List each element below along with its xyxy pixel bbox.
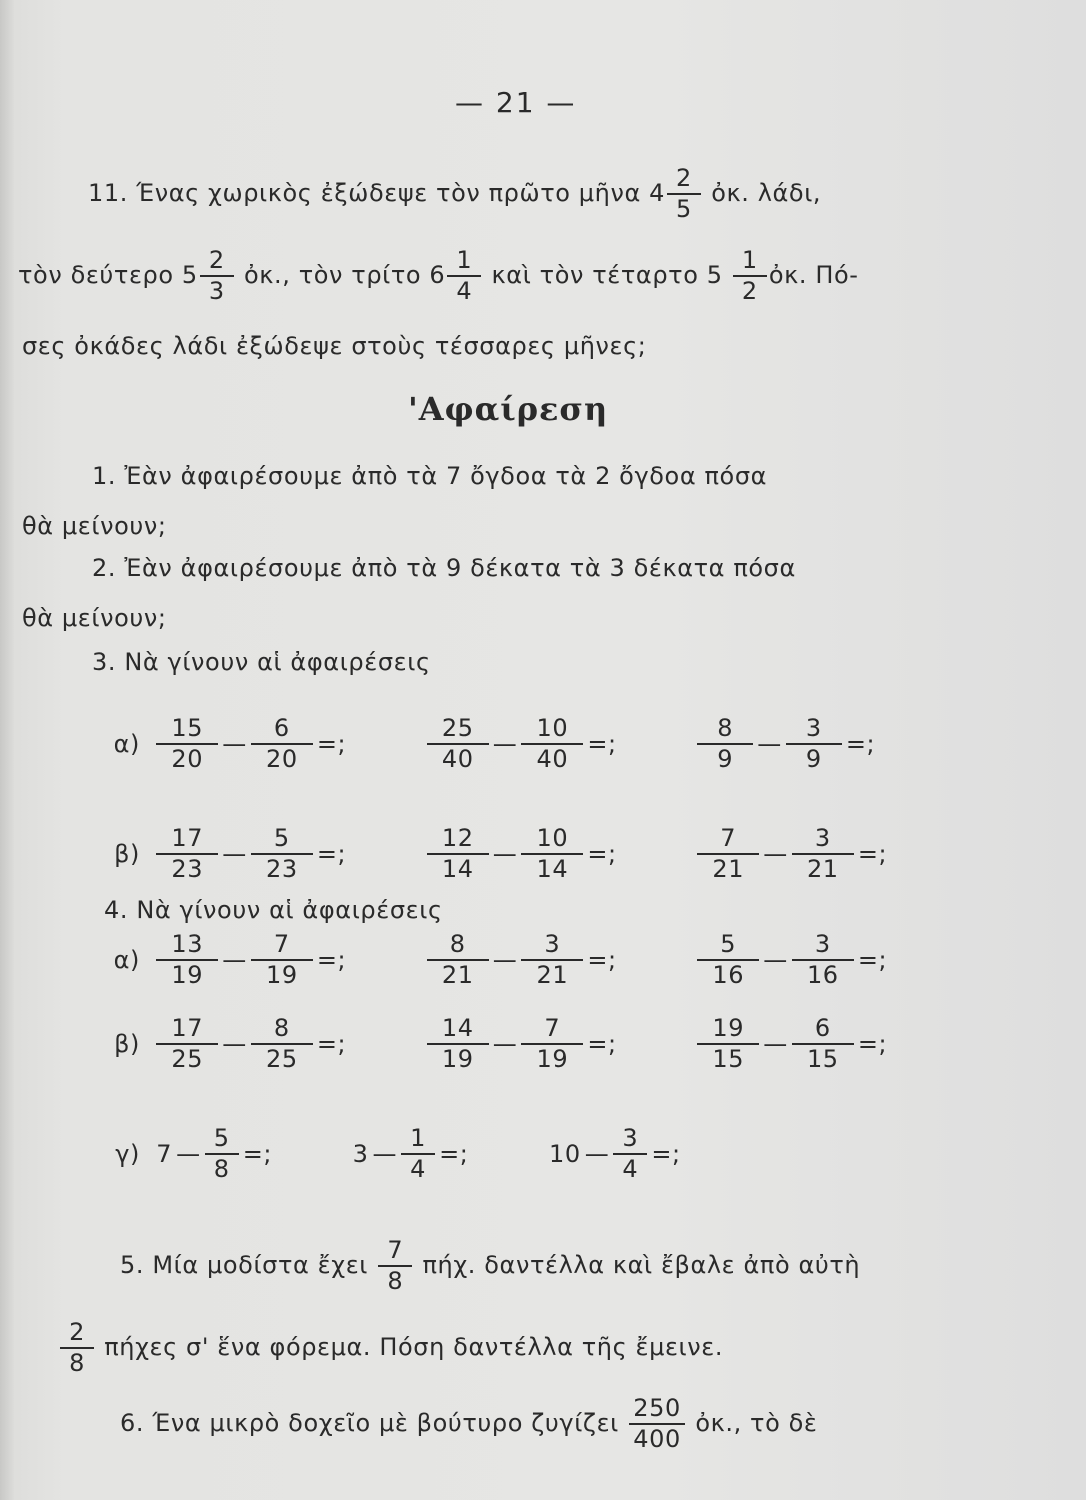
exercise-1-line-1: 1. Ἐὰν ἀφαιρέσουμε ἀπὸ τὰ 7 ὄγδοα τὰ 2 ὄγδοα πόσα xyxy=(92,462,768,490)
fraction: $\frac{7}{8}$ xyxy=(378,1238,412,1294)
text: 6. Ένα μικρὸ δοχεῖο μὲ βούτυρο ζυγίζει xyxy=(120,1409,619,1438)
exercise-3-title: 3. Νὰ γίνουν αἱ ἀφαιρέσεις xyxy=(92,648,431,676)
exercise-5-line-1 xyxy=(120,1238,860,1294)
fraction: $\frac{3}{21}$ xyxy=(521,932,583,988)
exercise-5-line-2 xyxy=(58,1320,723,1376)
fraction: $\frac{5}{23}$ xyxy=(251,826,313,882)
fraction: $\frac{5}{16}$ xyxy=(697,932,759,988)
exercise-4-title: 4. Νὰ γίνουν αἱ ἀφαιρέσεις xyxy=(104,896,443,924)
fraction: $\frac{3}{21}$ xyxy=(792,826,854,882)
problem-11-line-1 xyxy=(88,166,821,222)
text: ὀκ. Πό- xyxy=(768,261,859,290)
problem-11-line-3: σες ὀκάδες λάδι ἐξώδεψε στοὺς τέσσαρες μῆνες; xyxy=(22,332,647,360)
problem-11-line-2 xyxy=(18,248,859,304)
exercise-4-row-a: α) $\frac{13}{19}$ — $\frac{7}{19}$ =; $\frac{8}{21}$ — $\frac{3}{21}$ =; $\frac{5}{16}$ — $\frac{3}{16}$ =; xyxy=(100,932,889,988)
exercise-4-row-b: β) $\frac{17}{25}$ — $\frac{8}{25}$ =; $\frac{14}{19}$ — $\frac{7}{19}$ =; $\frac{19}{15}$ — $\frac{6}{15}$ =; xyxy=(100,1016,889,1072)
fraction: $\frac{15}{20}$ xyxy=(156,716,218,772)
fraction: $\frac{25}{40}$ xyxy=(427,716,489,772)
fraction: $\frac{3}{4}$ xyxy=(613,1126,647,1182)
fraction: $\frac{19}{15}$ xyxy=(697,1016,759,1072)
fraction: $\frac{3}{16}$ xyxy=(792,932,854,988)
fraction: $\frac{7}{21}$ xyxy=(697,826,759,882)
text: καὶ τὸν τέταρτο 5 xyxy=(491,261,723,290)
fraction: $\frac{2}{3}$ xyxy=(200,248,234,304)
text: πήχ. δαντέλλα καὶ ἔβαλε ἀπὸ αὐτὴ xyxy=(422,1251,861,1280)
text: ὀκ. λάδι, xyxy=(711,179,822,208)
fraction: $\frac{8}{21}$ xyxy=(427,932,489,988)
fraction: $\frac{1}{2}$ xyxy=(733,248,767,304)
exercise-3-row-b: β) $\frac{17}{23}$ — $\frac{5}{23}$ =; $\frac{12}{14}$ — $\frac{10}{14}$ =; $\frac{7}{21}$ — $\frac{3}{21}$ =; xyxy=(100,826,889,882)
row-label: α) xyxy=(113,946,140,975)
fraction: $\frac{6}{20}$ xyxy=(251,716,313,772)
text: πήχες σ' ἕνα φόρεμα. Πόση δαντέλλα τῆς ἔμεινε. xyxy=(104,1333,724,1362)
text: 11. Ένας χωρικὸς ἐξώδεψε τὸν πρῶτο μῆνα 4 xyxy=(88,179,665,208)
fraction: $\frac{7}{19}$ xyxy=(251,932,313,988)
exercise-2-line-2: θὰ μείνουν; xyxy=(22,604,167,632)
section-heading: 'Αφαίρεση xyxy=(408,390,609,428)
text: τὸν δεύτερο 5 xyxy=(18,261,198,290)
page-edge xyxy=(0,0,14,1500)
exercise-2-line-1: 2. Ἐὰν ἀφαιρέσουμε ἀπὸ τὰ 9 δέκατα τὰ 3 δέκατα πόσα xyxy=(92,554,796,582)
row-label: β) xyxy=(114,1030,140,1059)
fraction: $\frac{2}{5}$ xyxy=(667,166,701,222)
row-label: α) xyxy=(113,730,140,759)
fraction: $\frac{14}{19}$ xyxy=(427,1016,489,1072)
fraction: $\frac{12}{14}$ xyxy=(427,826,489,882)
fraction: $\frac{17}{23}$ xyxy=(156,826,218,882)
fraction: $\frac{10}{40}$ xyxy=(521,716,583,772)
fraction: $\frac{250}{400}$ xyxy=(629,1396,685,1452)
exercise-6-line-1 xyxy=(120,1396,817,1452)
fraction: $\frac{17}{25}$ xyxy=(156,1016,218,1072)
text: ὀκ., τὸν τρίτο 6 xyxy=(243,261,446,290)
exercise-4-row-c: γ) 7 — $\frac{5}{8}$ =; 3 — $\frac{1}{4}$ =; 10 — $\frac{3}{4}$ =; xyxy=(100,1126,683,1182)
fraction: $\frac{3}{9}$ xyxy=(786,716,842,772)
fraction: $\frac{6}{15}$ xyxy=(792,1016,854,1072)
text: 5. Μία μοδίστα ἔχει xyxy=(120,1251,369,1280)
fraction: $\frac{2}{8}$ xyxy=(60,1320,94,1376)
fraction: $\frac{8}{25}$ xyxy=(251,1016,313,1072)
fraction: $\frac{8}{9}$ xyxy=(697,716,753,772)
fraction: $\frac{5}{8}$ xyxy=(205,1126,239,1182)
fraction: $\frac{10}{14}$ xyxy=(521,826,583,882)
page-number: — 21 — xyxy=(455,86,577,119)
fraction: $\frac{1}{4}$ xyxy=(447,248,481,304)
fraction: $\frac{1}{4}$ xyxy=(401,1126,435,1182)
exercise-1-line-2: θὰ μείνουν; xyxy=(22,512,167,540)
fraction: $\frac{13}{19}$ xyxy=(156,932,218,988)
row-label: γ) xyxy=(115,1140,140,1169)
row-label: β) xyxy=(114,840,140,869)
fraction: $\frac{7}{19}$ xyxy=(521,1016,583,1072)
text: ὀκ., τὸ δὲ xyxy=(695,1409,818,1438)
exercise-3-row-a: α) $\frac{15}{20}$ — $\frac{6}{20}$ =; $\frac{25}{40}$ — $\frac{10}{40}$ =; $\frac{8}{9}$ — $\frac{3}{9}$ =; xyxy=(100,716,877,772)
